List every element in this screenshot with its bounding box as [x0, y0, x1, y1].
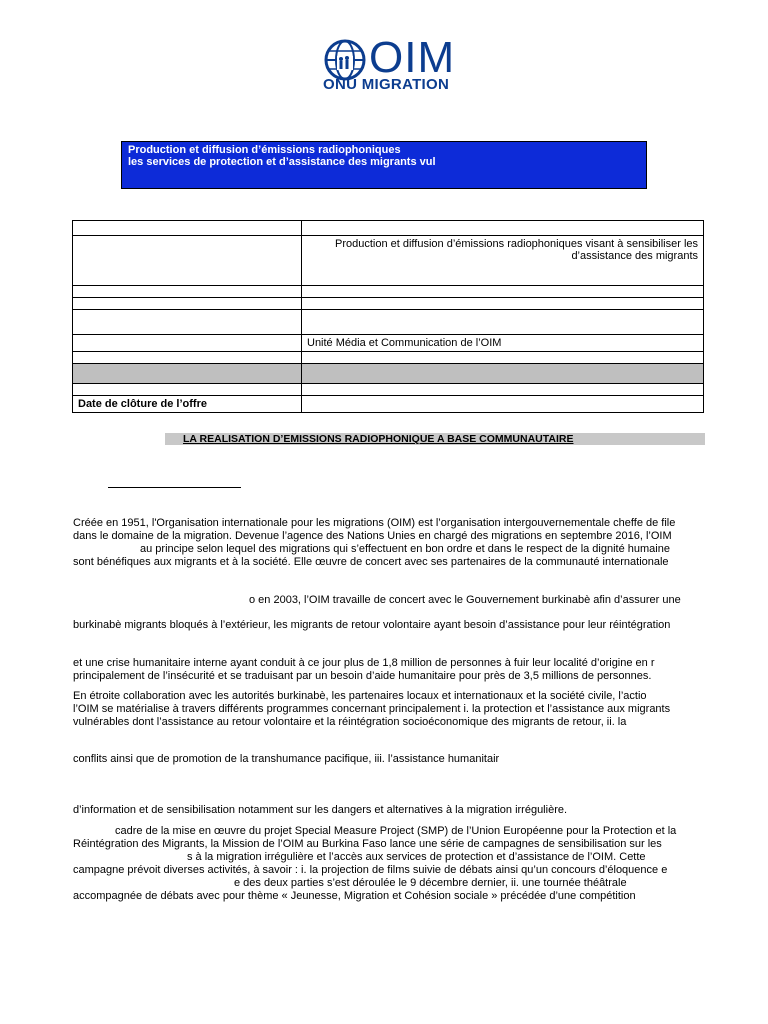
body-line: l’OIM se matérialise à travers différents programmes concernant principalement i. la protection et l’assistance aux migrants — [73, 703, 671, 715]
body-line: Créée en 1951, l'Organisation internationale pour les migrations (OIM) est l’organisation intergouvernementale cheffe de file — [73, 517, 676, 529]
body-line: En étroite collaboration avec les autorités burkinabè, les partenaires locaux et internationaux et la société civile, l’actio — [73, 690, 647, 702]
body-line: accompagnée de débats avec pour thème « Jeunesse, Migration et Cohésion sociale » précédée d’une compétition — [73, 890, 636, 902]
table-row — [73, 396, 704, 413]
offer-object-cell — [302, 236, 704, 286]
title-banner-line-1: Production et diffusion d’émissions radiophoniques — [128, 144, 401, 156]
closing-date-value — [302, 396, 704, 413]
section-title-text: LA REALISATION D’EMISSIONS RADIOPHONIQUE A BASE COMMUNAUTAIRE — [183, 433, 574, 445]
body-line: Réintégration des Migrants, la Mission de l’OIM au Burkina Faso lance une série de campagnes de sensibilisation sur les — [73, 838, 662, 850]
oim-logo — [323, 33, 473, 94]
closing-date-label: Date de clôture de l’offre — [73, 396, 302, 413]
offer-info-table — [72, 220, 704, 413]
body-line: o en 2003, l’OIM travaille de concert avec le Gouvernement burkinabè afin d’assurer une — [249, 594, 681, 606]
offer-object-line-2: d’assistance des migrants — [571, 250, 698, 262]
body-line: s à la migration irrégulière et l’accès aux services de protection et d’assistance de l’OIM. Cette — [187, 851, 646, 863]
title-banner-line-2: les services de protection et d’assistance des migrants vul — [128, 156, 436, 168]
body-line: vulnérables dont l’assistance au retour volontaire et la réintégration socioéconomique des migrants de retour, ii. la — [73, 716, 627, 728]
table-row — [73, 384, 704, 396]
offer-object-line-1: Production et diffusion d’émissions radiophoniques visant à sensibiliser les — [335, 238, 698, 250]
body-line: sont bénéfiques aux migrants et à la société. Elle œuvre de concert avec ses partenaires de la communauté internationale — [73, 556, 669, 568]
body-line: dans le domaine de la migration. Devenue l’agence des Nations Unies en chargé des migrations en septembre 2016, l’OIM — [73, 530, 672, 542]
unit-cell: Unité Média et Communication de l’OIM — [302, 335, 704, 352]
logo-subtitle: ONU MIGRATION — [323, 76, 450, 93]
table-row — [73, 298, 704, 310]
section-title — [165, 433, 705, 445]
table-row — [73, 221, 704, 236]
body-line: cadre de la mise en œuvre du projet Special Measure Project (SMP) de l’Union Européenne pour la Protection et la — [115, 825, 677, 837]
body-line: campagne prévoit diverses activités, à savoir : i. la projection de films suivie de débats ainsi qu’un concours d’éloquence e — [73, 864, 668, 876]
body-line: d’information et de sensibilisation notamment sur les dangers et alternatives à la migration irrégulière. — [73, 804, 568, 816]
body-line: principalement de l’insécurité et se traduisant par un besoin d’aide humanitaire pour près de 3,5 millions de personnes. — [73, 670, 652, 682]
table-row-grey — [73, 364, 704, 384]
body-line: e des deux parties s’est déroulée le 9 décembre dernier, ii. une tournée théâtrale — [234, 877, 627, 889]
body-line: et une crise humanitaire interne ayant conduit à ce jour plus de 1,8 million de personnes à fuir leur localité d’origine en r — [73, 657, 655, 669]
table-row — [73, 352, 704, 364]
table-row — [73, 236, 704, 286]
title-banner — [121, 141, 647, 189]
heading-underline — [108, 487, 241, 488]
body-line: au principe selon lequel des migrations qui s’effectuent en bon ordre et dans le respect de la dignité humaine — [140, 543, 670, 555]
body-line: burkinabè migrants bloqués à l’extérieur, les migrants de retour volontaire ayant besoin d’assistance pour leur réintégration — [73, 619, 671, 631]
logo-wordmark: OIM — [369, 33, 456, 82]
body-line: conflits ainsi que de promotion de la transhumance pacifique, iii. l’assistance humanitair — [73, 753, 500, 765]
table-row — [73, 335, 704, 352]
table-row — [73, 310, 704, 335]
table-row — [73, 286, 704, 298]
